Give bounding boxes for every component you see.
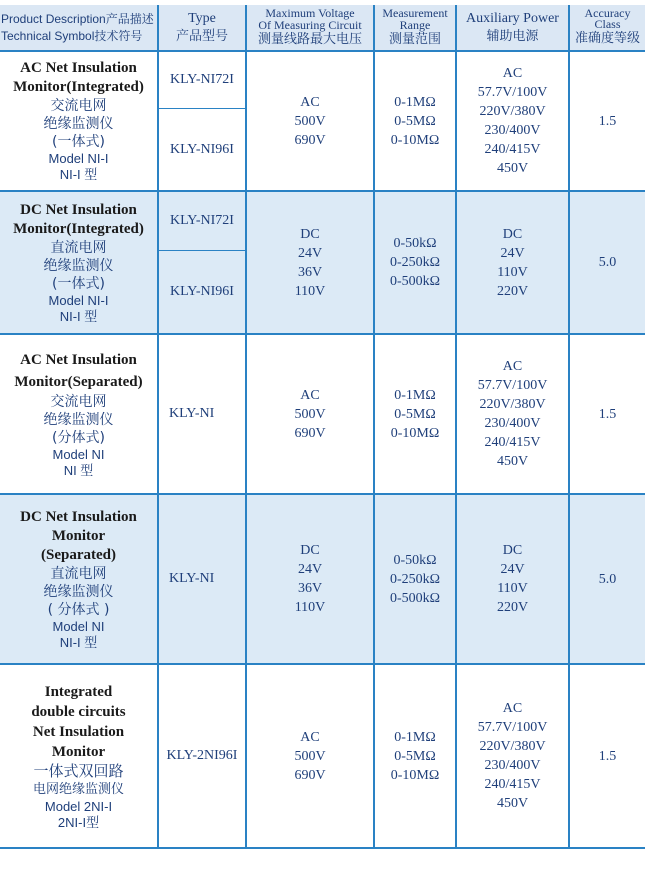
row-divider (0, 493, 645, 495)
column-divider (455, 5, 457, 847)
row-divider (0, 333, 645, 335)
column-divider (373, 5, 375, 847)
row-4-description: Integrated double circuits Net Insulation Monitor 一体式双回路 电网绝缘监测仪 Model 2NI-I 2NI-I型 (31, 683, 126, 830)
row-3-accuracy: 5.0 (598, 571, 617, 587)
row-2-type-0: KLY-NI (169, 406, 215, 421)
row-2-description: AC Net Insulation Monitor(Separated) 交流电网 绝缘监测仪 (分体式) Model NI NI 型 (14, 352, 143, 478)
row-0-accuracy: 1.5 (598, 113, 617, 129)
row-divider (0, 190, 645, 192)
row-4-aux: AC 57.7V/100V 220V/380V 230/400V 240/415V 450V (477, 701, 548, 811)
table-bottom-rule (0, 847, 645, 849)
row-0-description: AC Net Insulation Monitor(Integrated) 交流电网 绝缘监测仪 (一体式) Model NI-I NI-I 型 (13, 60, 144, 182)
column-divider (568, 5, 570, 847)
row-2-aux: AC 57.7V/100V 220V/380V 230/400V 240/415V 450V (477, 359, 548, 469)
row-4-voltage: AC 500V 690V (294, 729, 326, 783)
row-4-range: 0-1MΩ 0-5MΩ 0-10MΩ (390, 729, 440, 783)
column-divider (157, 5, 159, 847)
row-3-type-0: KLY-NI (169, 571, 215, 586)
row-4-accuracy: 1.5 (598, 748, 617, 764)
row-1-voltage: DC 24V 36V 110V (294, 226, 326, 299)
header-measurement-range: Measurement Range 测量范围 (382, 6, 448, 47)
row-1-type-1: KLY-NI96I (170, 284, 234, 299)
row-1-range: 0-50kΩ 0-250kΩ 0-500kΩ (389, 236, 441, 289)
header-accuracy-class: Accuracy Class 准确度等级 (574, 6, 640, 46)
column-divider (245, 5, 247, 847)
header-type: Type 产品型号 (175, 11, 228, 44)
row-0-voltage: AC 500V 690V (294, 94, 326, 148)
type-subdivider (159, 108, 247, 109)
row-0-range: 0-1MΩ 0-5MΩ 0-10MΩ (390, 94, 440, 148)
header-product-description: Product Description产品描述 Technical Symbol技术符号 (1, 11, 154, 43)
row-2-range: 0-1MΩ 0-5MΩ 0-10MΩ (390, 387, 440, 441)
row-4-type-0: KLY-2NI96I (166, 748, 238, 763)
row-1-accuracy: 5.0 (598, 255, 617, 270)
type-subdivider (159, 250, 247, 251)
header-max-voltage: Maximum Voltage Of Measuring Circuit 测量线路最大电压 (257, 6, 362, 47)
row-0-type-0: KLY-NI72I (170, 72, 234, 87)
row-3-range: 0-50kΩ 0-250kΩ 0-500kΩ (389, 552, 441, 606)
row-0-aux: AC 57.7V/100V 220V/380V 230/400V 240/415V 450V (477, 66, 548, 176)
row-2-accuracy: 1.5 (598, 406, 617, 422)
row-3-description: DC Net Insulation Monitor (Separated) 直流电网 绝缘监测仪 ( 分体式 ) Model NI NI-I 型 (20, 508, 137, 650)
row-1-type-0: KLY-NI72I (170, 213, 234, 228)
row-1-aux: DC 24V 110V 220V (496, 226, 529, 299)
row-divider (0, 663, 645, 665)
row-2-voltage: AC 500V 690V (294, 387, 326, 441)
spec-table (0, 5, 645, 847)
row-3-aux: DC 24V 110V 220V (496, 543, 529, 615)
header-auxiliary-power: Auxiliary Power 辅助电源 (466, 11, 559, 44)
row-0-type-1: KLY-NI96I (170, 141, 234, 157)
row-3-voltage: DC 24V 36V 110V (294, 543, 326, 615)
row-1-description: DC Net Insulation Monitor(Integrated) 直流电网 绝缘监测仪 (一体式) Model NI-I NI-I 型 (13, 201, 144, 324)
